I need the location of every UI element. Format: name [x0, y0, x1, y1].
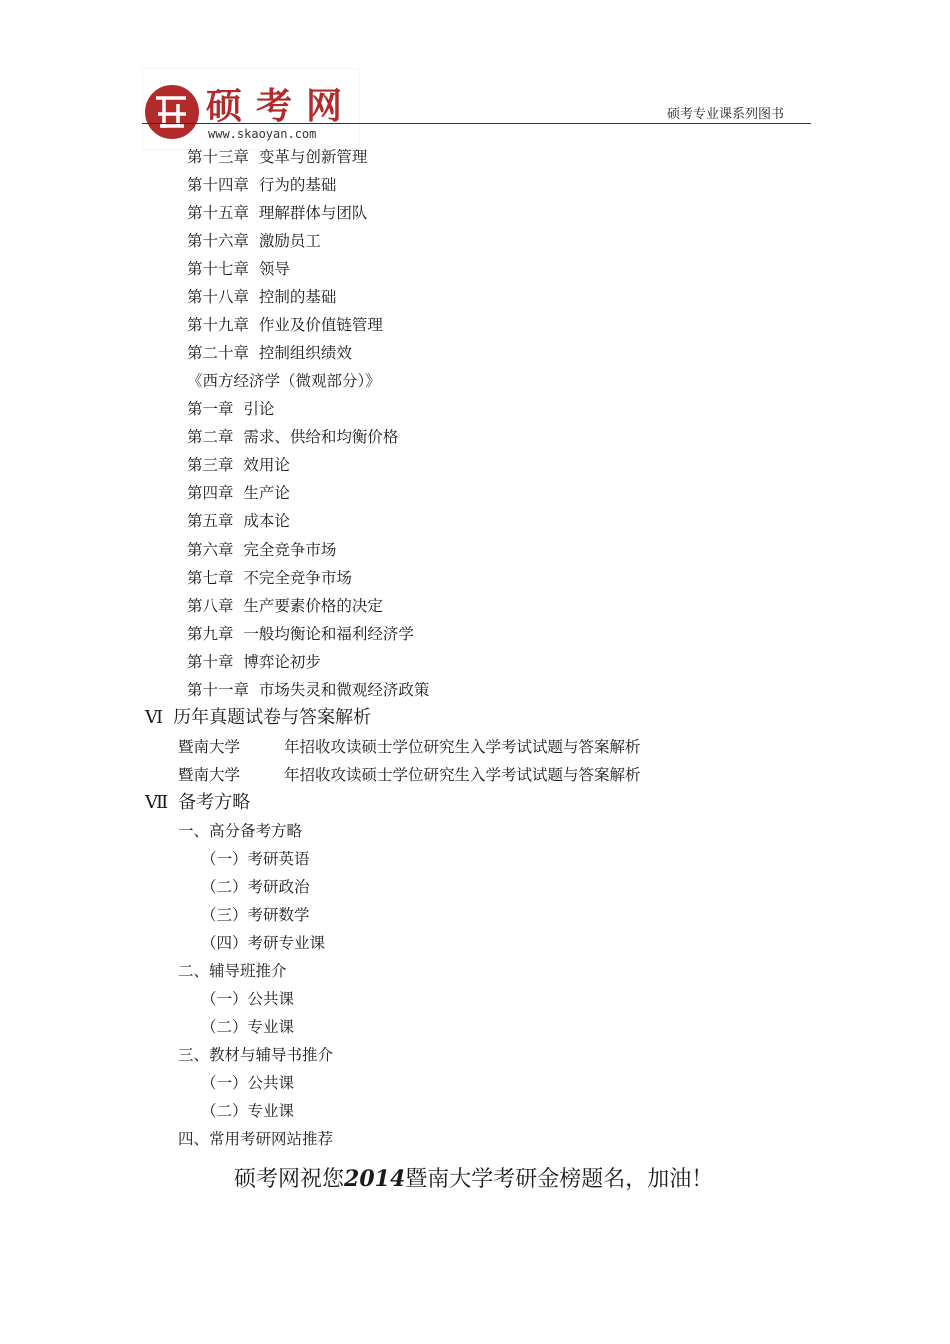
toc-entry-text: （三）考研数学	[201, 906, 310, 924]
closing-after: 暨南大学考研金榜题名，加油！	[405, 1167, 714, 1192]
logo-url: www.skaoyan.com	[208, 127, 317, 141]
toc-entry	[201, 936, 325, 952]
toc-entry	[187, 430, 398, 446]
toc-entry-text: 备考方略	[178, 792, 251, 813]
toc-entry-text: 第十六章 激励员工	[187, 232, 321, 250]
toc-entry-text: 第八章 生产要素价格的决定	[187, 597, 383, 615]
toc-entry-text: 第十四章 行为的基础	[187, 176, 337, 194]
toc-entry	[178, 768, 641, 784]
toc-entry-text: （四）考研专业课	[201, 934, 326, 952]
toc-entry-text: （二）考研政治	[201, 878, 310, 896]
toc-entry-text: 历年真题试卷与答案解析	[173, 707, 372, 728]
toc-entry	[187, 234, 321, 250]
toc-entry-text: 第六章 完全竞争市场	[187, 541, 337, 559]
toc-entry	[187, 318, 383, 334]
logo-graphic	[142, 68, 360, 150]
toc-entry-text: （二）专业课	[201, 1102, 295, 1120]
toc-entry	[201, 880, 310, 896]
toc-entry	[187, 150, 367, 166]
toc-entry	[187, 402, 274, 418]
logo-text: 硕考网	[206, 85, 357, 127]
toc-entry	[187, 346, 352, 362]
toc-entry-text: 第一章 引论	[187, 400, 275, 418]
toc-entry	[187, 458, 290, 474]
toc-school: 暨南大学	[178, 766, 241, 784]
toc-entry	[187, 178, 336, 194]
toc-school: 暨南大学	[178, 738, 241, 756]
toc-roman-numeral: Ⅵ	[145, 707, 164, 728]
toc-entry	[187, 571, 352, 587]
toc-entry	[187, 290, 336, 306]
toc-entry-text: 第十八章 控制的基础	[187, 288, 337, 306]
toc-entry-text: 第十五章 理解群体与团队	[187, 204, 368, 222]
toc-entry	[187, 514, 290, 530]
header-series-title: 硕考专业课系列图书	[667, 107, 785, 122]
toc-entry	[201, 1104, 294, 1120]
toc-entry	[201, 1020, 294, 1036]
toc-entry-text: 第三章 效用论	[187, 456, 290, 474]
toc-entry	[201, 992, 294, 1008]
toc-entry	[187, 486, 290, 502]
toc-entry-text: 第十章 博弈论初步	[187, 653, 321, 671]
toc-entry-text: 第十七章 领导	[187, 260, 290, 278]
toc-entry	[178, 740, 641, 756]
toc-entry	[145, 709, 371, 727]
toc-entry-text: 二、辅导班推介	[178, 962, 287, 980]
toc-entry	[178, 824, 302, 840]
toc-entry-text: （一）公共课	[201, 1074, 295, 1092]
toc-entry	[178, 1132, 333, 1148]
toc-entry	[187, 655, 321, 671]
toc-entry-text: （二）专业课	[201, 1018, 295, 1036]
toc-entry	[187, 262, 290, 278]
toc-entry	[201, 908, 310, 924]
toc-entry	[201, 1076, 294, 1092]
logo-seal-icon	[145, 85, 199, 139]
toc-entry-text: 第四章 生产论	[187, 484, 290, 502]
toc-entry	[145, 794, 250, 812]
toc-entry	[201, 852, 310, 868]
toc-entry-text: 年招收攻读硕士学位研究生入学考试试题与答案解析	[284, 738, 641, 756]
toc-entry	[187, 374, 381, 390]
toc-entry-text: 一、高分备考方略	[178, 822, 303, 840]
toc-entry	[187, 543, 336, 559]
toc-entry-text: 第七章 不完全竞争市场	[187, 569, 352, 587]
toc-entry-text: 第九章 一般均衡论和福利经济学	[187, 625, 414, 643]
closing-before: 硕考网祝您	[234, 1167, 345, 1192]
toc-roman-numeral: Ⅶ	[145, 792, 169, 813]
logo	[142, 68, 360, 150]
toc-entry	[187, 206, 367, 222]
toc-entry	[178, 1048, 333, 1064]
toc-entry-text: 四、常用考研网站推荐	[178, 1130, 334, 1148]
closing-message	[234, 1162, 713, 1193]
toc-entry	[187, 599, 383, 615]
toc-entry-text: 第二章 需求、供给和均衡价格	[187, 428, 399, 446]
toc-entry-text: 年招收攻读硕士学位研究生入学考试试题与答案解析	[284, 766, 641, 784]
closing-year: 2014	[344, 1166, 406, 1192]
toc-entry-text: 第十九章 作业及价值链管理	[187, 316, 383, 334]
toc-entry	[187, 683, 429, 699]
header-rule	[142, 123, 811, 124]
toc-entry	[187, 627, 414, 643]
toc-entry-text: 三、教材与辅导书推介	[178, 1046, 334, 1064]
toc-entry-text: （一）考研英语	[201, 850, 310, 868]
toc-entry-text: 第二十章 控制组织绩效	[187, 344, 352, 362]
toc-entry-text: （一）公共课	[201, 990, 295, 1008]
toc-entry-text: 《西方经济学（微观部分）》	[187, 372, 381, 390]
toc-entry-text: 第十三章 变革与创新管理	[187, 148, 368, 166]
toc-entry-text: 第五章 成本论	[187, 512, 290, 530]
toc-entry-text: 第十一章 市场失灵和微观经济政策	[187, 681, 430, 699]
toc-entry	[178, 964, 287, 980]
